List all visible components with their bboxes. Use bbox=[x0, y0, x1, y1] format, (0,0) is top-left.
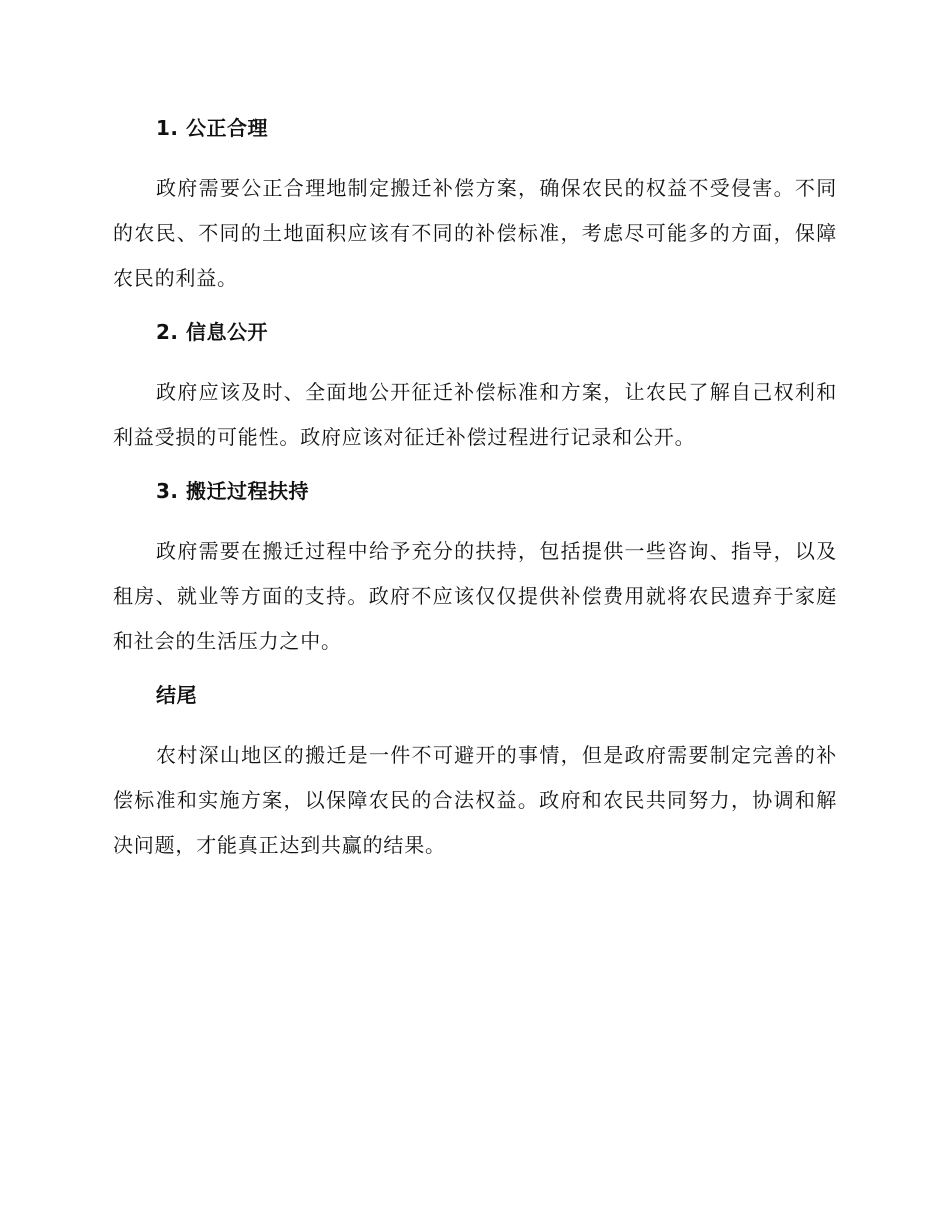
section-heading-relocation-support: 3. 搬迁过程扶持 bbox=[156, 479, 309, 503]
section-paragraph-conclusion: 农村深山地区的搬迁是一件不可避开的事情，但是政府需要制定完善的补偿标准和实施方案，以保障农民的合法权益。政府和农民共同努力，协调和解决问题，才能真正达到共赢的结果。 bbox=[113, 743, 837, 857]
section-heading-transparency: 2. 信息公开 bbox=[156, 320, 268, 344]
section-heading-fairness: 1. 公正合理 bbox=[156, 116, 268, 140]
section-paragraph-transparency: 政府应该及时、全面地公开征迁补偿标准和方案，让农民了解自己权利和利益受损的可能性。政府应该对征迁补偿过程进行记录和公开。 bbox=[113, 380, 837, 449]
document-body bbox=[113, 112, 837, 883]
section-paragraph-relocation-support: 政府需要在搬迁过程中给予充分的扶持，包括提供一些咨询、指导，以及租房、就业等方面的支持。政府不应该仅仅提供补偿费用就将农民遗弃于家庭和社会的生活压力之中。 bbox=[113, 539, 837, 653]
section-heading-conclusion: 结尾 bbox=[156, 683, 197, 707]
section-paragraph-fairness: 政府需要公正合理地制定搬迁补偿方案，确保农民的权益不受侵害。不同的农民、不同的土地面积应该有不同的补偿标准，考虑尽可能多的方面，保障农民的利益。 bbox=[113, 176, 837, 290]
